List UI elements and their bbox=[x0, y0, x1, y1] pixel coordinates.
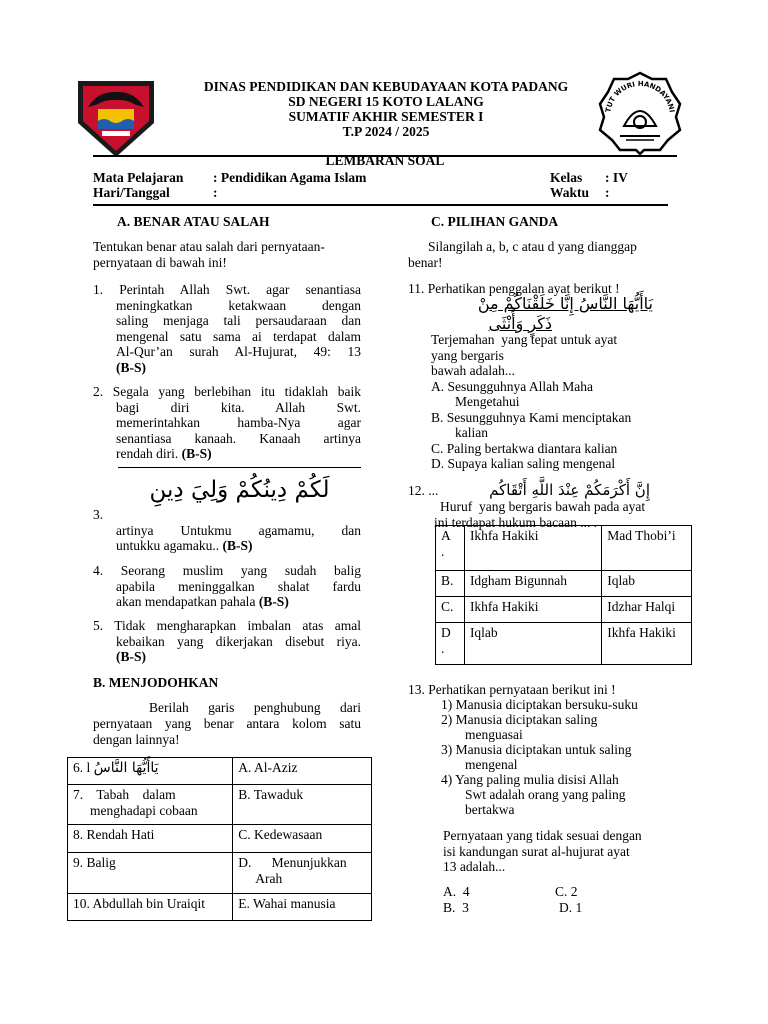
matching-left-8[interactable]: 8. Rendah Hati bbox=[68, 825, 233, 853]
matching-row bbox=[68, 894, 372, 921]
question-13-statement-3-line-1: 3) Manusia diciptakan untuk saling bbox=[441, 742, 632, 757]
question-11-option-b-line-2: kalian bbox=[455, 425, 488, 440]
question-1 bbox=[93, 282, 361, 375]
q12-row-d-col2: Ikhfa Hakiki bbox=[602, 623, 692, 665]
question-1-line-4: mengenal satu sama ai terdapat dalam bbox=[116, 328, 361, 344]
q12-row-c-col2: Idzhar Halqi bbox=[602, 597, 692, 623]
question-2-line-2: bagi diri kita. Allah Swt. bbox=[116, 399, 361, 415]
matching-table bbox=[67, 757, 372, 921]
question-13-question bbox=[443, 828, 683, 875]
question-3-line-1: artinya Untukmu agamamu, dan bbox=[116, 522, 361, 538]
question-5 bbox=[93, 618, 361, 665]
question-13-option-c[interactable]: C. 2 bbox=[555, 884, 578, 899]
question-5-tag: (B-S) bbox=[116, 649, 146, 664]
matching-right-d[interactable] bbox=[233, 853, 372, 894]
matching-left-6-arabic: يَاأَيُّهَا النَّاسُ bbox=[93, 760, 159, 776]
question-11-option-a-line-2: Mengetahui bbox=[455, 394, 520, 409]
matching-left-9[interactable]: 9. Balig bbox=[68, 853, 233, 894]
matching-right-a[interactable]: A. Al-Aziz bbox=[233, 758, 372, 785]
header-line-3: SUMATIF AKHIR SEMESTER I bbox=[288, 109, 484, 124]
section-b-heading: B. MENJODOHKAN bbox=[93, 675, 219, 690]
question-11-option-a-line-1: A. Sesungguhnya Allah Maha bbox=[431, 378, 593, 394]
time-value: : bbox=[605, 185, 610, 200]
question-11-arabic-1: يَاأَيُّهَا النَّاسُ إِنَّا خَلَقْنَاكُمْ مِنْ bbox=[477, 294, 653, 313]
section-a-heading: A. BENAR ATAU SALAH bbox=[117, 214, 270, 229]
logo-text: TUT WURI HANDAYANI bbox=[604, 79, 676, 114]
question-13-option-d[interactable]: D. 1 bbox=[559, 900, 583, 915]
matching-right-d-line-2: Arah bbox=[255, 871, 283, 886]
date-value: : bbox=[213, 185, 218, 200]
left-logo bbox=[74, 77, 158, 159]
section-b-intro bbox=[93, 700, 361, 748]
class-label: Kelas bbox=[550, 170, 583, 185]
matching-right-e[interactable]: E. Wahai manusia bbox=[233, 894, 372, 921]
sheet-title: LEMBARAN SOAL bbox=[325, 153, 445, 168]
question-13-statement-4-line-2: Swt adalah orang yang paling bbox=[465, 787, 626, 802]
subject-label: Mata Pelajaran bbox=[93, 170, 184, 185]
question-1-line-5: Al-Qur’an surah Al-Hujurat, 49: 13 bbox=[116, 344, 361, 359]
question-1-line-1: 1. Perintah Allah Swt. agar senantiasa bbox=[93, 282, 361, 297]
header-line-2: SD NEGERI 15 KOTO LALANG bbox=[288, 94, 484, 109]
question-13-q-line-3: 13 adalah... bbox=[443, 859, 506, 874]
question-4-line-1: 4. Seorang muslim yang sudah balig bbox=[93, 563, 361, 578]
section-b-intro-line-3: dengan lainnya! bbox=[93, 732, 180, 747]
question-12-option-b[interactable] bbox=[436, 571, 692, 597]
time-label: Waktu bbox=[550, 185, 590, 200]
matching-row bbox=[68, 825, 372, 853]
matching-row bbox=[68, 758, 372, 785]
question-13-stem: 13. Perhatikan pernyataan berikut ini ! bbox=[408, 682, 616, 697]
q12-row-c-letter: C. bbox=[436, 597, 465, 623]
question-11-option-b-line-1: B. Sesungguhnya Kami menciptakan bbox=[431, 409, 632, 425]
q12-row-a-letter: A . bbox=[436, 526, 465, 571]
q12-row-d-col1: Iqlab bbox=[464, 623, 601, 665]
subject-value: : Pendidikan Agama Islam bbox=[213, 170, 367, 185]
question-13-option-b[interactable]: B. 3 bbox=[443, 900, 469, 915]
q12-row-d-letter: D . bbox=[436, 623, 465, 665]
question-13-statement-4-line-1: 4) Yang paling mulia disisi Allah bbox=[441, 772, 619, 787]
question-11-option-c[interactable]: C. Paling bertakwa diantara kalian bbox=[431, 440, 618, 456]
matching-left-10[interactable]: 10. Abdullah bin Uraiqit bbox=[68, 894, 233, 921]
q12-row-a-col2: Mad Thobi’i bbox=[602, 526, 692, 571]
header-line-1: DINAS PENDIDIKAN DAN KEBUDAYAAN KOTA PADANG bbox=[203, 79, 569, 94]
question-12-number: 12. ... bbox=[408, 483, 439, 498]
question-5-line-2: kebaikan yang dikerjakan disebut riya. bbox=[116, 633, 361, 649]
q12-row-a-col1: Ikhfa Hakiki bbox=[464, 526, 601, 571]
question-12-arabic: إِنَّ أَكْرَمَكُمْ عِنْدَ اللَّهِ أَتْقَاكُم bbox=[489, 481, 650, 499]
question-3-arabic: لَكُمْ دِينُكُمْ وَلِيَ دِينِ bbox=[149, 477, 330, 503]
question-2-line-5: rendah diri. bbox=[116, 446, 179, 461]
matching-left-7[interactable] bbox=[68, 785, 233, 825]
question-13-statement-4-line-3: bertakwa bbox=[465, 802, 515, 817]
question-3 bbox=[93, 507, 361, 554]
q12-row-c-col1: Ikhfa Hakiki bbox=[464, 597, 601, 623]
section-a-intro bbox=[93, 239, 361, 271]
question-2-line-3: memerintahkan hamba-Nya agar bbox=[116, 415, 361, 430]
date-label: Hari/Tanggal bbox=[93, 185, 170, 200]
question-11-stem: 11. Perhatikan penggalan ayat berikut ! bbox=[408, 281, 620, 296]
q12-row-b-col1: Idgham Bigunnah bbox=[464, 571, 601, 597]
question-13-q-line-1: Pernyataan yang tidak sesuai dengan bbox=[443, 828, 642, 843]
matching-right-d-line-1: D. Menunjukkan bbox=[238, 855, 347, 870]
question-1-tag: (B-S) bbox=[116, 359, 146, 375]
question-4-tag: (B-S) bbox=[258, 594, 289, 609]
header-divider-bottom bbox=[93, 204, 668, 206]
question-11-line-3: bawah adalah... bbox=[431, 363, 515, 378]
question-13-statement-3-line-2: mengenal bbox=[465, 757, 518, 772]
question-12-line-2: ini terdapat hukum bacaan ... . bbox=[434, 514, 598, 530]
section-c-intro-line-1: Silangilah a, b, c atau d yang dianggap bbox=[428, 239, 637, 254]
question-13-option-a[interactable]: A. 4 bbox=[443, 884, 470, 899]
question-3-tag: (B-S) bbox=[222, 538, 253, 553]
question-2 bbox=[93, 384, 361, 462]
matching-row bbox=[68, 853, 372, 894]
padang-city-emblem-icon bbox=[74, 77, 158, 159]
question-4-line-2: apabila meninggalkan shalat fardu bbox=[116, 578, 361, 594]
question-11-line-1: Terjemahan yang tepat untuk ayat bbox=[431, 332, 618, 347]
question-2-tag: (B-S) bbox=[181, 446, 212, 461]
question-13-statement-1: 1) Manusia diciptakan bersuku-suku bbox=[441, 697, 638, 712]
question-13-statements bbox=[441, 697, 681, 817]
matching-left-7-line-1: 7. Tabah dalam bbox=[73, 787, 176, 802]
tut-wuri-handayani-icon bbox=[596, 70, 684, 156]
matching-left-6[interactable] bbox=[68, 758, 233, 785]
section-b-intro-line-1: Berilah garis penghubung dari bbox=[149, 700, 361, 715]
section-c-intro bbox=[408, 239, 676, 271]
question-12-option-c[interactable] bbox=[436, 597, 692, 623]
question-1-line-3: saling menjaga tali persaudaraan dan bbox=[116, 313, 361, 328]
question-3-number: 3. bbox=[93, 507, 104, 522]
question-4-line-3: akan mendapatkan pahala bbox=[116, 594, 256, 609]
question-13-statement-2-line-2: menguasai bbox=[465, 727, 523, 742]
question-12-option-d[interactable] bbox=[436, 623, 692, 665]
question-11-line-2: yang bergaris bbox=[431, 347, 504, 363]
question-5-line-1: 5. Tidak mengharapkan imbalan atas amal bbox=[93, 618, 361, 633]
section-b-intro-line-2: pernyataan yang benar antara kolom satu bbox=[93, 716, 361, 731]
section-a-intro-line-2: pernyataan di bawah ini! bbox=[93, 255, 227, 270]
right-logo bbox=[596, 70, 684, 156]
header-text bbox=[160, 79, 612, 139]
q12-row-b-col2: Iqlab bbox=[602, 571, 692, 597]
matching-right-c[interactable]: C. Kedewasaan bbox=[233, 825, 372, 853]
question-13-statement-2-line-1: 2) Manusia diciptakan saling bbox=[441, 712, 598, 727]
section-a-intro-line-1: Tentukan benar atau salah dari pernyataan- bbox=[93, 239, 325, 254]
matching-right-b[interactable]: B. Tawaduk bbox=[233, 785, 372, 825]
question-3-line-2: untukku agamaku.. bbox=[116, 538, 220, 553]
question-2-line-4: senantiasa kanaah. Kanaah artinya bbox=[116, 430, 361, 446]
question-11-option-d[interactable]: D. Supaya kalian saling mengenal bbox=[431, 456, 616, 471]
question-12-option-a[interactable] bbox=[436, 526, 692, 571]
class-value: : IV bbox=[605, 170, 628, 185]
section-c-intro-line-2: benar! bbox=[408, 255, 443, 270]
question-12-line-1: Huruf yang bergaris bawah pada ayat bbox=[440, 499, 646, 514]
question-11-body bbox=[431, 332, 671, 472]
svg-text:TUT WURI HANDAYANI bbox=[604, 80, 676, 113]
matching-left-6-num: 6. l bbox=[73, 760, 91, 775]
question-4 bbox=[93, 563, 361, 610]
header-line-4: T.P 2024 / 2025 bbox=[342, 124, 430, 139]
question-2-line-1: 2. Segala yang berlebihan itu tidaklah baik bbox=[93, 384, 361, 399]
matching-left-7-line-2: menghadapi cobaan bbox=[90, 803, 198, 818]
question-1-line-2: meningkatkan ketakwaan dengan bbox=[116, 297, 361, 313]
question-11-arabic-2: ذَكَرٍ وَأُنْثَى bbox=[488, 314, 552, 333]
question-11-option-a[interactable] bbox=[431, 379, 671, 410]
arabic-box-top-line bbox=[118, 467, 361, 468]
section-c-heading: C. PILIHAN GANDA bbox=[431, 214, 559, 229]
question-11-option-b[interactable] bbox=[431, 410, 671, 441]
matching-row bbox=[68, 785, 372, 825]
question-12-table bbox=[435, 525, 692, 665]
q12-row-b-letter: B. bbox=[436, 571, 465, 597]
question-13-q-line-2: isi kandungan surat al-hujurat ayat bbox=[443, 843, 630, 859]
